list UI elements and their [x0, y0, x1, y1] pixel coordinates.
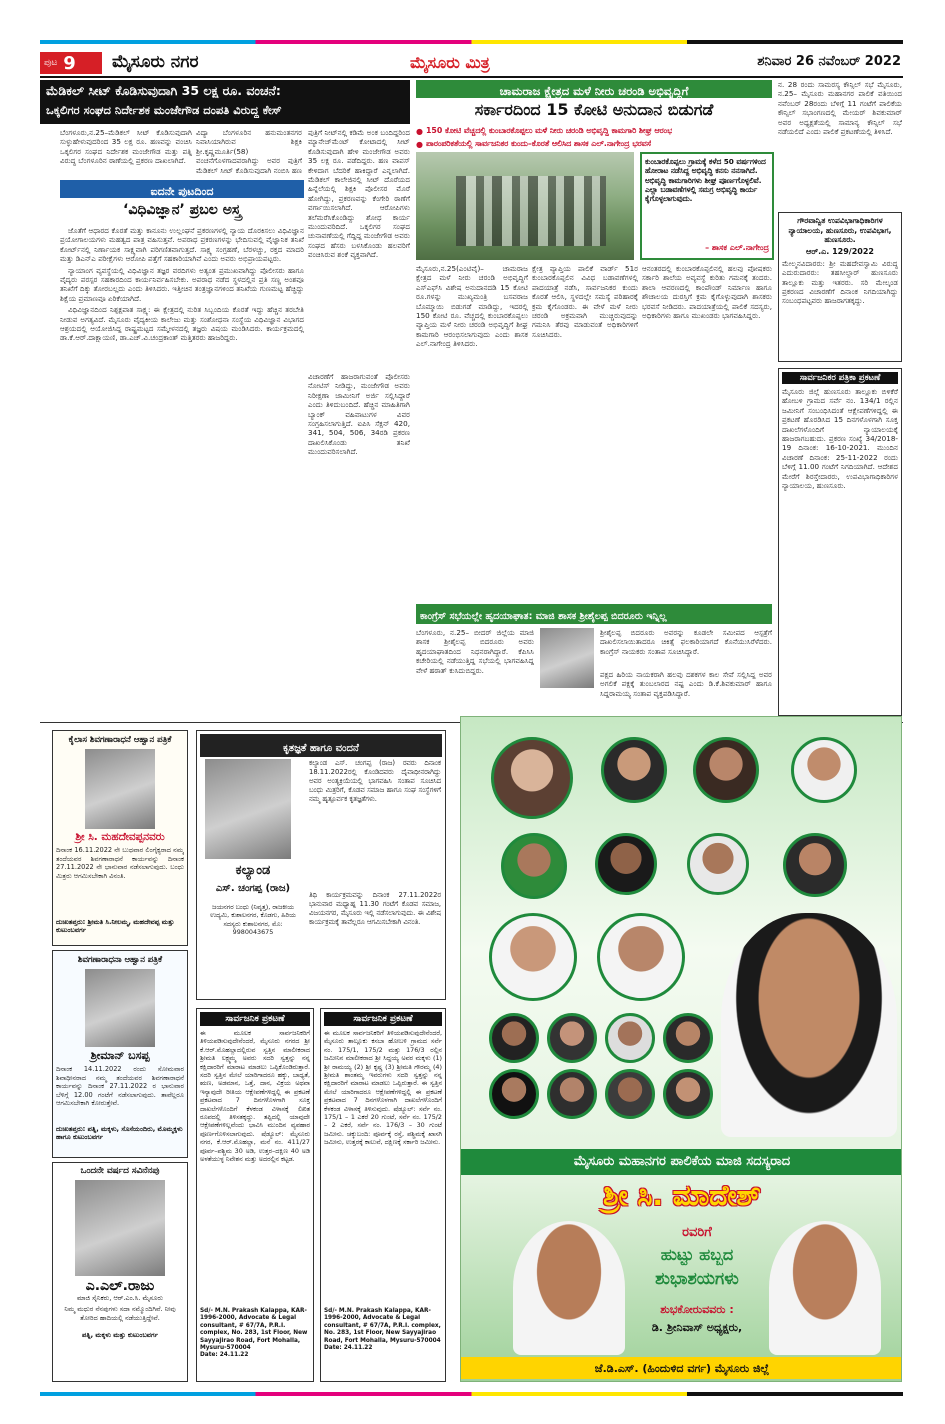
- obituary-2: [196, 730, 446, 1000]
- leader-portrait-12: [547, 1013, 597, 1063]
- obit1-name: ಶ್ರೀ ಸಿ. ಮಹದೇವಪ್ಪನವರು: [75, 831, 165, 843]
- public-notice-1-title: ಸಾರ್ವಜನಿಕ ಪ್ರಕಟಣೆ: [200, 1012, 310, 1026]
- obit3-name: ಶ್ರೀಮಾನ್ ಬಸಪ್ಪ: [90, 1049, 150, 1062]
- honoree-name: ಶ್ರೀ ಸಿ. ಮಾದೇಶ್: [603, 1179, 761, 1212]
- leader-portrait-6: [595, 833, 657, 895]
- story3-headline: ಕಾಂಗ್ರೆಸ್ ಸಭೆಯಲ್ಲೇ ಹೃದಯಾಘಾತ: ಮಾಜಿ ಶಾಸಕ ಶ್ರೀಶೈಲಪ್ಪ ಬಿದರೂರು ಇನ್ನಿಲ್ಲ: [420, 611, 667, 622]
- story2-body-3: ಆನಂತರದಲ್ಲಿ ಕುಂಬಾರಕೊಪ್ಪಲಿನಲ್ಲಿ ಹಲವು ಪೋಷಕರು ಸರ್ಕಾರಿ ಶಾಲೆಯ ಅವ್ಯವಸ್ಥೆ ಕುರಿತು ಗಮನಕ್ಕೆ ತಂದರು. ಶಾಲಾ ಆವರಣದಲ್ಲಿ ಕಾಂಪೌಂಡ್ ನಿರ್ಮಾಣ ಹಾಗೂ ಶೌಚಾಲಯ ದುರಸ್ತಿಗೆ ಕ್ರಮ ಕೈಗೊಳ್ಳುವುದಾಗಿ ಶಾಸಕರು ಭರವಸೆ ನೀಡಿದರು. ಪಾದಯಾತ್ರೆಯಲ್ಲಿ ಪಾಲಿಕೆ ಸದಸ್ಯರು, ಅಧಿಕಾರಿಗಳು ಹಾಗೂ ಮುಖಂಡರು ಭಾಗವಹಿಸಿದ್ದರು.: [642, 264, 772, 321]
- story1-col5: ವಿಚಾರಣೆಗೆ ಹಾಜರಾಗುವಂತೆ ಪೊಲೀಸರು ನೋಟಿಸ್ ನೀಡಿದ್ದು, ಮಂಜೇಗೌಡ ಅವರು ನಿರೀಕ್ಷಣಾ ಜಾಮೀನಿಗೆ ಅರ್ಜಿ ಸಲ್ಲಿಸಿದ್ದಾರೆ ಎಂದು ತಿಳಿದುಬಂದಿದೆ. ಹೆಚ್ಚಿನ ಮಾಹಿತಿಗಾಗಿ ಬ್ಯಾಂಕ್ ವಹಿವಾಟುಗಳ ವಿವರ ಸಂಗ್ರಹಿಸಲಾಗುತ್ತಿದೆ. ಐಪಿಸಿ ಸೆಕ್ಷನ್ 420, 341, 504, 506, 34ರಡಿ ಪ್ರಕರಣ ದಾಖಲಿಸಿಕೊಂಡು ತನಿಖೆ ಮುಂದುವರಿಸಲಾಗಿದೆ.: [308, 372, 410, 457]
- story2-headline: ಸರ್ಕಾರದಿಂದ 15 ಕೋಟಿ ಅನುದಾನ ಬಿಡುಗಡೆ: [474, 100, 714, 119]
- leader-portrait-2: [601, 737, 667, 803]
- public-notice-2-body: ಈ ಮೂಲಕ ಸಾರ್ವಜನಿಕರಿಗೆ ತಿಳಿಯಪಡಿಸುವುದೇನೆಂದರೆ, ಮೈಸೂರು ತಾಲ್ಲೂಕು ಕಸಬಾ ಹೋಬಳಿ ಗ್ರಾಮದ ಸರ್ವೆ ನಂ. 175/1, 175/2 ಮತ್ತು 176/3 ರಲ್ಲಿನ ಜಮೀನಿನ ಮಾಲೀಕರಾದ ಶ್ರೀ ಸಿದ್ದಯ್ಯ ಅವರ ಮಕ್ಕಳು (1) ಶ್ರೀ ರಾಮಯ್ಯ (2) ಶ್ರೀ ಕೃಷ್ಣ (3) ಶ್ರೀಮತಿ ಗೌರಮ್ಮ (4) ಶ್ರೀಮತಿ ಶಾಂತಮ್ಮ ಇವರುಗಳು ಸದರಿ ಸ್ವತ್ತನ್ನು ನನ್ನ ಕಕ್ಷಿದಾರರಿಗೆ ಮಾರಾಟ ಮಾಡಲು ಒಪ್ಪಿರುತ್ತಾರೆ. ಈ ಸ್ವತ್ತಿನ ಮೇಲೆ ಯಾರಿಗಾದರೂ ಆಕ್ಷೇಪಣೆಗಳಿದ್ದಲ್ಲಿ ಈ ಪ್ರಕಟಣೆ ಪ್ರಕಟವಾದ 7 ದಿನಗಳೊಳಗಾಗಿ ದಾಖಲೆಗಳೊಂದಿಗೆ ಕೆಳಕಂಡ ವಿಳಾಸಕ್ಕೆ ತಿಳಿಸುವುದು. ಷೆಡ್ಯೂಲ್: ಸರ್ವೆ ನಂ. 175/1 – 1 ಎಕರೆ 20 ಗುಂಟೆ, ಸರ್ವೆ ನಂ. 175/2 – 2 ಎಕರೆ, ಸರ್ವೆ ನಂ. 176/3 – 30 ಗುಂಟೆ ಜಮೀನು. ಚಕ್ಕುಬಂದಿ: ಪೂರ್ವಕ್ಕೆ ರಸ್ತೆ, ಪಶ್ಚಿಮಕ್ಕೆ ಖಾಸಗಿ ಜಮೀನು, ಉತ್ತರಕ್ಕೆ ಕಾಲುವೆ, ದಕ್ಷಿಣಕ್ಕೆ ಸರ್ಕಾರಿ ಜಮೀನು.: [324, 1029, 442, 1147]
- obit2-body: ಕಲ್ಯಾಂಡ ಎಸ್. ಚಂಗಪ್ಪ (ರಾಜ) ರವರು ದಿನಾಂಕ 18.11.2022ರಲ್ಲಿ ಕೊಂಡಿದವರು ದೈವಾಧೀನರಾಗಿದ್ದು ಅವರ ಅಂತ್ಯಕ್ರಿಯೆಯಲ್ಲಿ ಭಾಗವಹಿಸಿ ಸಂತಾಪ ಸೂಚಿಸಿದ ಬಂಧು ಮಿತ್ರರಿಗೆ, ಕೊಡವ ಸಮಾಜ ಹಾಗೂ ಸಂಘ ಸಂಸ್ಥೆಗಳಿಗೆ ನಮ್ಮ ಹೃತ್ಪೂರ್ವಕ ಕೃತಜ್ಞತೆಗಳು.: [309, 759, 441, 803]
- bullet-icon: ●: [416, 139, 423, 149]
- story1-col3: ವಿದ್ಯಾ ಬೆಂಗಳೂರಿನ ಹನುಮಂತನಗರ ನಿವಾಸಿಯಾಗಿರುವ ಶಿಕ್ಷಕಿ ಶ್ರೀ.ಕೃಷ್ಣಮೂರ್ತಿ(58) ವಂಚನೆಗೊಳಗಾದವರಾಗಿದ್ದು ಅವರ ಪುತ್ರಿಗೆ ಮೆಡಿಕಲ್ ಸೀಟ್ ಕೊಡಿಸುವುದಾಗಿ ನಂಬಿಸಿ ಹಣ: [196, 128, 302, 174]
- obit1-mourners: ದುಃಖತಪ್ತರು: ಶ್ರೀಮತಿ ಸಿ.ನೀಲಮ್ಮ, ಮಹದೇವಪ್ಪ ಮತ್ತು ಕುಟುಂಬವರ್ಗ: [56, 918, 175, 935]
- birthday-line-1: ಮೈಸೂರು ಮಹಾನಗರ ಪಾಲಿಕೆಯ ಮಾಜಿ ಸದಸ್ಯರಾದ: [573, 1154, 791, 1169]
- story3-body-2: ಶ್ರೀಶೈಲಪ್ಪ ಬಿದರೂರು ಅವರನ್ನು ಕೂಡಲೇ ಸಮೀಪದ ಆಸ್ಪತ್ರೆಗೆ ದಾಖಲಿಸಲಾಯಿತಾದರೂ ಚಿಕಿತ್ಸೆ ಫಲಕಾರಿಯಾಗದೆ ಕೊನೆಯುಸಿರೆಳೆದರು. ಕಾಂಗ್ರೆಸ್ ನಾಯಕರು ಸಂತಾಪ ಸೂಚಿಸಿದ್ದಾರೆ.: [600, 628, 772, 656]
- obit4-heading: ಒಂದನೇ ವರ್ಷದ ಸವಿನೆನಪು: [80, 1166, 160, 1176]
- story2-body-1: ಮೈಸೂರು,ನ.25(ಎಂಟಿವೈ)– ಚಾಮರಾಜ ಕ್ಷೇತ್ರದ ಮಳೆ ನೀರು ಚರಂಡಿ ಅಭಿವೃದ್ಧಿಗೆ ಎಸ್‌ಎಫ್‌ಸಿ ವಿಶೇಷ ಅನುದಾನದಡಿ 15 ಕೋಟಿ ರೂ.ಗಳನ್ನು ಮುಖ್ಯಮಂತ್ರಿ ಬಸವರಾಜ ಬೊಮ್ಮಾಯಿ ಬಿಡುಗಡೆ ಮಾಡಿದ್ದು, ಇದರಲ್ಲಿ 150 ಕೋಟಿ ರೂ. ವೆಚ್ಚದಲ್ಲಿ ಕುಂಬಾರಕೊಪ್ಪಲು ವ್ಯಾಪ್ತಿಯ ಮಳೆ ನೀರು ಚರಂಡಿ ಅಭಿವೃದ್ಧಿಗೆ ಶೀಘ್ರ ಕಾಮಗಾರಿ ಆರಂಭಿಸಲಾಗುವುದು ಎಂದು ಶಾಸಕ ಎಲ್.ನಾಗೇಂದ್ರ ತಿಳಿಸಿದರು.: [416, 264, 528, 349]
- story2-quote-author: – ಶಾಸಕ ಎಲ್.ನಾಗೇಂದ್ರ: [705, 243, 769, 252]
- public-notice-1-body: ಈ ಮೂಲಕ ಸಾರ್ವಜನಿಕರಿಗೆ ತಿಳಿಯಪಡಿಸುವುದೇನೆಂದರೆ, ಮೈಸೂರು ನಗರದ ಶ್ರೀ ಕೆ.ಆರ್.ಮೊಹಲ್ಲಾದಲ್ಲಿರುವ ಸ್ವತ್ತಿನ ಮಾಲೀಕರಾದ ಶ್ರೀಮತಿ ಲಕ್ಷ್ಮಮ್ಮ ಅವರು ಸದರಿ ಸ್ವತ್ತನ್ನು ನನ್ನ ಕಕ್ಷಿದಾರರಿಗೆ ಮಾರಾಟ ಮಾಡಲು ಒಪ್ಪಿಕೊಂಡಿರುತ್ತಾರೆ. ಸದರಿ ಸ್ವತ್ತಿನ ಮೇಲೆ ಯಾರಿಗಾದರೂ ಹಕ್ಕು, ಬಾಧ್ಯತೆ, ಋಣ, ಅಡಮಾನ, ಒತ್ತೆ, ದಾನ, ವಿಕ್ರಯ ಅಥವಾ ಇನ್ಯಾವುದೇ ರೀತಿಯ ಆಕ್ಷೇಪಣೆಗಳಿದ್ದಲ್ಲಿ ಈ ಪ್ರಕಟಣೆ ಪ್ರಕಟವಾದ 7 ದಿನಗಳೊಳಗಾಗಿ ಸೂಕ್ತ ದಾಖಲೆಗಳೊಂದಿಗೆ ಕೆಳಕಂಡ ವಿಳಾಸಕ್ಕೆ ಲಿಖಿತ ರೂಪದಲ್ಲಿ ತಿಳಿಸತಕ್ಕದ್ದು. ತಪ್ಪಿದಲ್ಲಿ ಯಾವುದೇ ಆಕ್ಷೇಪಣೆಗಳಿಲ್ಲವೆಂದು ಭಾವಿಸಿ ಮುಂದಿನ ವ್ಯವಹಾರ ಪೂರ್ಣಗೊಳಿಸಲಾಗುವುದು. ಷೆಡ್ಯೂಲ್: ಮೈಸೂರು ನಗರ, ಕೆ.ಆರ್.ಮೊಹಲ್ಲಾ, ಮನೆ ನಂ. 411/27 ಪೂರ್ವ–ಪಶ್ಚಿಮ 30 ಅಡಿ, ಉತ್ತರ–ದಕ್ಷಿಣ 40 ಅಡಿ ಅಳತೆಯುಳ್ಳ ನಿವೇಶನ ಮತ್ತು ಅದರಲ್ಲಿನ ಕಟ್ಟಡ.: [200, 1029, 310, 1164]
- leader-portrait-18: [663, 1069, 713, 1119]
- story2-kicker: ಚಾಮರಾಜ ಕ್ಷೇತ್ರದ ಮಳೆ ನೀರು ಚರಂಡಿ ಅಭಿವೃದ್ಧಿಗೆ: [499, 84, 689, 98]
- obit3-portrait: [85, 969, 155, 1047]
- obit2-heading: ಕೃತಜ್ಞತೆ ಹಾಗೂ ವಂದನೆ: [283, 743, 359, 754]
- obit1-portrait: [85, 749, 155, 829]
- obit2-portrait: [205, 759, 291, 859]
- birthday-banner: [461, 1149, 902, 1175]
- continued-para-3: ವಿಧಿವಿಜ್ಞಾನದಿಂದ ನಿಶ್ಪಕ್ಷಪಾತ ಸಾಕ್ಷ್ಯ: ಈ ಕ್ಷೇತ್ರದಲ್ಲಿ ನುರಿತ ಸಿಬ್ಬಂದಿಯ ಕೊರತೆ ಇದ್ದು ಹೆಚ್ಚಿನ ತರಬೇತಿ ನೀಡುವ ಅಗತ್ಯವಿದೆ. ಮೈಸೂರು ವೈದ್ಯಕೀಯ ಕಾಲೇಜು ಮತ್ತು ಸಂಶೋಧನಾ ಸಂಸ್ಥೆಯ ವಿಧಿವಿಜ್ಞಾನ ವಿಭಾಗದ ಆಶ್ರಯದಲ್ಲಿ ಆಯೋಜಿಸಿದ್ದ ರಾಷ್ಟ್ರಮಟ್ಟದ ಸಮ್ಮೇಳನದಲ್ಲಿ ತಜ್ಞರು ವಿಷಯ ಮಂಡಿಸಿದರು. ಕಾರ್ಯಕ್ರಮದಲ್ಲಿ ಡಾ.ಕೆ.ಆರ್.ದಾಕ್ಷಾಯಣಿ, ಡಾ.ಎಚ್.ವಿ.ಚಂದ್ರಕಾಂತ್ ಮತ್ತಿತರರು ಹಾಜರಿದ್ದರು.: [60, 305, 304, 343]
- leader-portrait-5: [501, 833, 567, 899]
- story1-headline-1: ಮೆಡಿಕಲ್ ಸೀಟ್ ಕೊಡಿಸುವುದಾಗಿ 35 ಲಕ್ಷ ರೂ. ವಂಚನೆ:: [46, 83, 281, 98]
- public-notice-1: [196, 1008, 314, 1382]
- obituary-4: [52, 1162, 188, 1382]
- public-notice-right-box: [778, 368, 902, 716]
- public-notice-right-title: ಸಾರ್ವಜನಿಕರ ಪತ್ರಿಕಾ ಪ್ರಕಟಣೆ: [782, 372, 898, 384]
- obit1-body: ದಿನಾಂಕ 16.11.2022 ನೇ ಬುಧವಾರ ಲಿಂಗೈಕ್ಯರಾದ ನಮ್ಮ ತಂದೆಯವರ ಶಿವಗಣಾರಾಧನೆ ಕಾರ್ಯವನ್ನು ದಿನಾಂಕ 27.11.2022 ನೇ ಭಾನುವಾರ ನಡೆಸಲಾಗುವುದು. ಬಂಧು ಮಿತ್ರರು ಆಗಮಿಸಬೇಕಾಗಿ ವಿನಂತಿ.: [56, 846, 184, 880]
- story2-quote: ಕುಂಬಾರಕೊಪ್ಪಲು ಗ್ರಾಮಕ್ಕೆ ಕಳೆದ 50 ವರ್ಷಗಳಿಂದ ಹೋರಾಟ ನಡೆಸಿದ್ದ ಅಭಿವೃದ್ಧಿ ಕನಸು ನನಸಾಗಿದೆ. ಅಭಿವೃದ್ಧಿ ಕಾಮಗಾರಿಗಳು ಶೀಘ್ರ ಪೂರ್ಣಗೊಳ್ಳಲಿವೆ. ಎಲ್ಲಾ ಬಡಾವಣೆಗಳಲ್ಲಿ ಸಮಗ್ರ ಅಭಿವೃದ್ಧಿ ಕಾರ್ಯ ಕೈಗೊಳ್ಳಲಾಗುವುದು.: [645, 157, 766, 204]
- obit4-body: ನಿಮ್ಮ ಮಧುರ ನೆನಪುಗಳು ಸದಾ ನಮ್ಮೊಂದಿಗಿವೆ. ನೀವು ತೋರಿದ ಹಾದಿಯಲ್ಲಿ ನಡೆಯುತ್ತಿದ್ದೇವೆ.: [64, 1305, 176, 1322]
- obit4-portrait: [75, 1180, 165, 1276]
- leader-portrait-8: [783, 833, 847, 897]
- court-notice-title: ಗೌರವಾನ್ವಿತ ಉಪವಿಭಾಗಾಧಿಕಾರಿಗಳ ನ್ಯಾಯಾಲಯ, ಹುಣಸೂರು, ಉಪವಿಭಾಗ, ಹುಣಸೂರು.: [788, 216, 892, 245]
- top-color-strip: [40, 40, 903, 44]
- people-group-image: [456, 176, 606, 246]
- wisher-name: ಡಿ. ಶ್ರೀನಿವಾಸ್ ಅಧ್ಯಕ್ಷರು,: [651, 1321, 743, 1334]
- public-notice-1-date: Date: 24.11.22: [200, 1352, 249, 1359]
- issue-date: ಶನಿವಾರ 26 ನವೆಂಬರ್ 2022: [757, 54, 901, 69]
- leader-portrait-3: [693, 737, 759, 803]
- obit1-heading: ಕೈಲಾಸ ಶಿವಗಣಾರಾಧನೆ ಆಹ್ವಾನ ಪತ್ರಿಕೆ: [68, 734, 172, 744]
- public-notice-2: [320, 1008, 446, 1382]
- leader-portrait-13: [605, 1013, 655, 1063]
- page-label: ಪುಟ: [44, 58, 58, 68]
- wisher-org-bar: [461, 1357, 902, 1379]
- story2-bullet-2: ಪಾರಂಪರಿಕತೆಯಲ್ಲಿ ಸಾರ್ವಜನಿಕರ ಕುಂದು–ಕೊರತೆ ಆಲಿಸಿದ ಶಾಸಕ ಎಲ್.ನಾಗೇಂದ್ರ ಭರವಸೆ: [425, 139, 652, 148]
- leader-portrait-16: [547, 1069, 597, 1119]
- story1-col4: ಪುತ್ರಿಗೆ ನೀಟ್‌ನಲ್ಲಿ ಕಡಿಮೆ ಅಂಕ ಬಂದಿದ್ದರಿಂದ ಮ್ಯಾನೇಜ್‌ಮೆಂಟ್ ಕೋಟಾದಲ್ಲಿ ಸೀಟ್ ಕೊಡಿಸುವುದಾಗಿ ಹೇಳಿ ಮಂಜೇಗೌಡ ಅವರು 35 ಲಕ್ಷ ರೂ. ಪಡೆದಿದ್ದರು. ಹಣ ವಾಪಸ್ ಕೇಳಿದಾಗ ಬೆದರಿಕೆ ಹಾಕಿದ್ದಾರೆ ಎನ್ನಲಾಗಿದೆ. ಮೆಡಿಕಲ್ ಕಾಲೇಜಿನಲ್ಲಿ ಸೀಟ್ ದೊರೆಯದ ಹಿನ್ನೆಲೆಯಲ್ಲಿ ಶಿಕ್ಷಕಿ ಪೊಲೀಸರ ಮೊರೆ ಹೋಗಿದ್ದು, ಪ್ರಕರಣವನ್ನು ಕೆಂಗೇರಿ ಠಾಣೆಗೆ ವರ್ಗಾಯಿಸಲಾಗಿದೆ. ಆರೋಪಿಗಳು ತಲೆಮರೆಸಿಕೊಂಡಿದ್ದು ಶೋಧ ಕಾರ್ಯ ಮುಂದುವರಿದಿದೆ. ಒಕ್ಕಲಿಗರ ಸಂಘದ ಚುನಾವಣೆಯಲ್ಲಿ ಗೆದ್ದಿದ್ದ ಮಂಜೇಗೌಡ ಅವರು ಸಂಘದ ಹೆಸರು ಬಳಸಿಕೊಂಡು ಹಲವರಿಗೆ ವಂಚಿಸಿರುವ ಶಂಕೆ ವ್ಯಕ್ತವಾಗಿದೆ.: [308, 128, 410, 260]
- paper-name: ಮೈಸೂರು ಮಿತ್ರ: [410, 53, 490, 72]
- birthday-line-3: ಹುಟ್ಟು ಹಬ್ಬದ: [660, 1245, 734, 1264]
- obit2-details: ಜಯನಗರ ಬಂಧು (ನಿವೃತ್ತ), ರಾಜಕೀಯ ಉದ್ಯಮಿ, ಕುಶಾಲನಗರ, ಕೊಡಗು, ಹಿರಿಯ ಸದಸ್ಯರು ಕುಶಾಲನಗರ, ಮೊ: 9980043675: [210, 903, 296, 937]
- story3-headline-bar: [416, 604, 772, 624]
- leader-portrait-17: [605, 1069, 655, 1119]
- leader-portrait-14: [663, 1013, 713, 1063]
- public-notice-2-title: ಸಾರ್ವಜನಿಕ ಪ್ರಕಟಣೆ: [324, 1012, 442, 1026]
- leader-portrait-9: [489, 913, 577, 1001]
- story2-kicker-box: [416, 80, 772, 98]
- court-notice-body: ಮೇಲ್ಮನವಿದಾರರು: ಶ್ರೀ ಮಹದೇವಸ್ವಾಮಿ ವಿರುದ್ಧ ಎದುರುದಾರರು: ತಹಸೀಲ್ದಾರ್ ಹುಣಸೂರು ತಾಲ್ಲೂಕು ಮತ್ತು ಇತರರು. ಸರಿ ಮೇಲ್ಕಂಡ ಪ್ರಕರಣದ ವಿಚಾರಣೆಗೆ ದಿನಾಂಕ ನಿಗದಿಯಾಗಿದ್ದು ಸಂಬಂಧಪಟ್ಟವರು ಹಾಜರಾಗತಕ್ಕದ್ದು.: [782, 258, 898, 306]
- obit3-mourners: ದುಃಖತಪ್ತರು: ಪತ್ನಿ, ಮಕ್ಕಳು, ಸೊಸೆಯಂದಿರು, ಮೊಮ್ಮಕ್ಕಳು ಹಾಗೂ ಕುಟುಂಬವರ್ಗ: [56, 1125, 183, 1142]
- page-number-box: [40, 52, 102, 74]
- leader-portrait-15: [489, 1069, 539, 1119]
- obit2-heading-bar: [200, 734, 442, 757]
- story3-body-3: ಪಕ್ಷದ ಹಿರಿಯ ನಾಯಕರಾಗಿ ಹಲವು ದಶಕಗಳ ಕಾಲ ಸೇವೆ ಸಲ್ಲಿಸಿದ್ದ ಅವರ ಅಗಲಿಕೆ ಪಕ್ಷಕ್ಕೆ ತುಂಬಲಾರದ ನಷ್ಟ ಎಂದು ಡಿ.ಕೆ.ಶಿವಕುಮಾರ್ ಹಾಗೂ ಸಿದ್ದರಾಮಯ್ಯ ಸಂತಾಪ ವ್ಯಕ್ತಪಡಿಸಿದ್ದಾರೆ.: [600, 670, 772, 698]
- court-notice-box: [778, 212, 902, 362]
- continued-para-2: ನ್ಯಾಯಾಂಗ ವ್ಯವಸ್ಥೆಯಲ್ಲಿ ವಿಧಿವಿಜ್ಞಾನ ತಜ್ಞರ ವರದಿಗಳು ಅತ್ಯಂತ ಪ್ರಮುಖವಾಗಿದ್ದು ಪೊಲೀಸರು ಹಾಗೂ ವೈದ್ಯರು ಪರಸ್ಪರ ಸಹಕಾರದಿಂದ ಕಾರ್ಯನಿರ್ವಹಿಸಬೇಕು. ಅಪರಾಧ ನಡೆದ ಸ್ಥಳದಲ್ಲಿನ ಪ್ರತಿ ಸಣ್ಣ ಅಂಶವೂ ತನಿಖೆಗೆ ದಿಕ್ಕು ತೋರಬಲ್ಲದು ಎಂದು ತಿಳಿಸಿದರು. ಇತ್ತೀಚಿನ ತಂತ್ರಜ್ಞಾನಗಳಿಂದ ತನಿಖೆಯ ಗುಣಮಟ್ಟ ಹೆಚ್ಚಿದ್ದು ಶಿಕ್ಷೆಯ ಪ್ರಮಾಣವೂ ಏರಿಕೆಯಾಗಿದೆ.: [60, 265, 304, 303]
- leader-portrait-4: [791, 737, 857, 803]
- wisher-org: ಜೆ.ಡಿ.ಎಸ್. (ಹಿಂದುಳಿದ ವರ್ಗ) ಮೈಸೂರು ಜಿಲ್ಲೆ: [594, 1362, 770, 1375]
- obit3-body: ದಿನಾಂಕ 14.11.2022 ರಂದು ಸೋಮವಾರ ಶಿವಾಧೀನರಾದ ನಮ್ಮ ತಂದೆಯವರ ಶಿವಗಣಾರಾಧನೆ ಕಾರ್ಯವನ್ನು ದಿನಾಂಕ 27.11.2022 ರ ಭಾನುವಾರ ಬೆಳಿಗ್ಗೆ 12.00 ಗಂಟೆಗೆ ನಡೆಸಲಾಗುವುದು. ತಾವೆಲ್ಲರೂ ಆಗಮಿಸಬೇಕಾಗಿ ಕೋರುತ್ತೇವೆ.: [56, 1065, 184, 1108]
- public-notice-1-signature: Sd/- M.N. Prakash Kalappa, KAR-1996-2000, Advocate & Legal consultant, # 67/7A, P.R.I. complex, No. 283, 1st Floor, New Sayyajirao Road, Fort Mohalla, Mysuru-570004: [200, 1308, 308, 1352]
- wisher-label: ಶುಭಕೋರುವವರು :: [660, 1303, 734, 1316]
- obit2-name-1: ಕಲ್ಯಾಂಡ: [235, 863, 271, 878]
- masthead: [40, 48, 903, 78]
- page-number: 9: [63, 52, 76, 74]
- continued-body: [60, 226, 304, 716]
- obit4-sub: ಮಾಜಿ ಸೈನಿಕರು, ಆರ್.ಎಂ.ಸಿ. ಮೈಸೂರು: [77, 1294, 163, 1302]
- bottom-color-strip: [40, 1392, 903, 1396]
- obit4-name: ಎ.ಎಲ್.ರಾಜು: [85, 1278, 155, 1294]
- continued-label-box: [60, 180, 304, 198]
- story1-lead: ಬೆಂಗಳೂರು,ನ.25–ಮೆಡಿಕಲ್ ಸೀಟ್ ಕೊಡಿಸುವುದಾಗಿ ಸುಳ್ಳುಹೇಳುವುದರಿಂದ 35 ಲಕ್ಷ ರೂ. ಹಣವನ್ನು ವಂಚಿಸಿ ಒಕ್ಕಲಿಗರ ಸಂಘದ ನಿರ್ದೇಶಕ ಮಂಜೇಗೌಡ ಮತ್ತು ಪತ್ನಿ ವಿರುದ್ಧ ಬೆಂಗಳೂರಿನ ಠಾಣೆಯಲ್ಲಿ ಪ್ರಕರಣ ದಾಖಲಾಗಿದೆ.: [60, 128, 192, 166]
- birthday-ad: [460, 716, 902, 1382]
- leader-portrait-10: [597, 913, 685, 1001]
- story2-quote-box: [640, 152, 774, 260]
- honoree-main-portrait: [721, 913, 897, 1137]
- obit2-body-2: ತಿಥಿ ಕಾರ್ಯಕ್ರಮವನ್ನು ದಿನಾಂಕ 27.11.2022ರ ಭಾನುವಾರ ಮಧ್ಯಾಹ್ನ 11.30 ಗಂಟೆಗೆ ಕೊಡವ ಸಮಾಜ, ವಿಜಯನಗರ, ಮೈಸೂರು ಇಲ್ಲಿ ನಡೆಸಲಾಗುವುದು. ಈ ವಿಶೇಷ ಕಾರ್ಯಕ್ರಮಕ್ಕೆ ತಾವೆಲ್ಲರೂ ಆಗಮಿಸಬೇಕಾಗಿ ವಿನಂತಿ.: [309, 891, 441, 926]
- story2-photo: [416, 152, 634, 260]
- story2-bullets: [416, 126, 772, 149]
- obit3-heading: ಶಿವಗಣಾರಾಧನಾ ಆಹ್ವಾನ ಪತ್ರಿಕೆ: [77, 954, 163, 964]
- leader-portrait-7: [687, 833, 749, 895]
- continued-para-1: ಜೊತೆಗೆ ಆಧಾರದ ಕೊರತೆ ಮತ್ತು ಕಾನೂನು ಉಲ್ಲಂಘನೆ ಪ್ರಕರಣಗಳಲ್ಲಿ ನ್ಯಾಯ ದೊರಕಿಸಲು ವಿಧಿವಿಜ್ಞಾನ ಪ್ರಯೋಗಾಲಯಗಳು ಮಹತ್ವದ ಪಾತ್ರ ವಹಿಸುತ್ತವೆ. ಅಪರಾಧ ಪ್ರಕರಣಗಳನ್ನು ಭೇದಿಸುವಲ್ಲಿ ವೈಜ್ಞಾನಿಕ ತನಿಖೆ ಕೋರ್ಟ್‌ನಲ್ಲಿ ನಿರ್ಣಾಯಕ ಸಾಕ್ಷ್ಯವಾಗಿ ಪರಿಗಣಿತವಾಗುತ್ತದೆ. ಸಾಕ್ಷ್ಯ ಸಂಗ್ರಹಣೆ, ಬೆರಳಚ್ಚು, ರಕ್ತದ ಮಾದರಿ ಮತ್ತು ಡಿಎನ್‌ಎ ಪರೀಕ್ಷೆಗಳು ಆರೋಪಿ ಪತ್ತೆಗೆ ಸಹಕಾರಿಯಾಗಿವೆ ಎಂದು ಅವರು ಅಭಿಪ್ರಾಯಪಟ್ಟರು.: [60, 226, 304, 264]
- obituary-1: [52, 730, 188, 946]
- story3-portrait: [540, 628, 594, 688]
- story1-headline-bar: [40, 80, 410, 124]
- court-notice-case: ಆರ್.ಎ. 129/2022: [806, 246, 874, 256]
- obituary-3: [52, 950, 188, 1158]
- obit2-name-2: ಎಸ್. ಚಂಗಪ್ಪ (ರಾಜ): [215, 883, 291, 894]
- birthday-line-2: ರವರಿಗೆ: [682, 1225, 712, 1240]
- story1-headline-2: ಒಕ್ಕಲಿಗರ ಸಂಘದ ನಿರ್ದೇಶಕ ಮಂಜೇಗೌಡ ದಂಪತಿ ವಿರುದ್ಧ ಕೇಸ್: [46, 103, 282, 117]
- section-title: ಮೈಸೂರು ನಗರ: [112, 52, 199, 72]
- birthday-line-4: ಶುಭಾಶಯಗಳು: [655, 1269, 739, 1289]
- continued-label: ಐದನೇ ಪುಟದಿಂದ: [150, 185, 214, 198]
- continued-headline: ‘ವಿಧಿವಿಜ್ಞಾನ’ ಪ್ರಬಲ ಅಸ್ತ್ರ: [123, 202, 241, 218]
- obit4-mourners: ಪತ್ನಿ, ಮಕ್ಕಳು ಮತ್ತು ಕುಟುಂಬವರ್ಗ: [81, 1331, 159, 1339]
- public-notice-right-body: ಮೈಸೂರು ಜಿಲ್ಲೆ ಹುಣಸೂರು ತಾಲ್ಲೂಕು ಬಿಳಿಕೆರೆ ಹೋಬಳಿ ಗ್ರಾಮದ ಸರ್ವೆ ನಂ. 134/1 ರಲ್ಲಿನ ಜಮೀನಿಗೆ ಸಂಬಂಧಿಸಿದಂತೆ ಆಕ್ಷೇಪಣೆಗಳಿದ್ದಲ್ಲಿ ಈ ಪ್ರಕಟಣೆ ಹೊರಡಿಸಿದ 15 ದಿನಗಳೊಳಗಾಗಿ ಸೂಕ್ತ ದಾಖಲೆಗಳೊಂದಿಗೆ ನ್ಯಾಯಾಲಯಕ್ಕೆ ಹಾಜರಾಗಬಹುದು. ಪ್ರಕರಣ ಸಂಖ್ಯೆ 34/2018-19 ದಿನಾಂಕ: 16-10-2021. ಮುಂದಿನ ವಿಚಾರಣೆ ದಿನಾಂಕ: 25-11-2022 ರಂದು ಬೆಳಿಗ್ಗೆ 11.00 ಗಂಟೆಗೆ ನಿಗದಿಯಾಗಿದೆ. ಆದೇಶದ ಮೇರೆಗೆ ಶಿರಸ್ತೇದಾರರು, ಉಪವಿಭಾಗಾಧಿಕಾರಿಗಳ ನ್ಯಾಯಾಲಯ, ಹುಣಸೂರು.: [782, 387, 898, 491]
- leader-portrait-1: [491, 737, 573, 819]
- public-notice-2-signature: Sd/- M.N. Prakash Kalappa, KAR-1996-2000, Advocate & Legal consultant, # 67/7A, P.R.I. complex, No. 283, 1st Floor, New Sayyajirao Road, Fort Mohalla, Mysuru-570004: [324, 1308, 441, 1344]
- bullet-icon: ●: [416, 126, 423, 136]
- council-notice: ನ. 28 ರಂದು ಸಾಮರಸ್ಯ ಕೌನ್ಸಿಲ್ ಸಭೆ ಮೈಸೂರು, ನ.25– ಮೈಸೂರು ಮಹಾನಗರ ಪಾಲಿಕೆ ವತಿಯಿಂದ ನವೆಂಬರ್ 28ರಂದು ಬೆಳಿಗ್ಗೆ 11 ಗಂಟೆಗೆ ಪಾಲಿಕೆಯ ಕೌನ್ಸಿಲ್ ಸಭಾಂಗಣದಲ್ಲಿ ಮೇಯರ್ ಶಿವಕುಮಾರ್ ಅವರ ಅಧ್ಯಕ್ಷತೆಯಲ್ಲಿ ಸಾಮಾನ್ಯ ಕೌನ್ಸಿಲ್ ಸಭೆ ನಡೆಯಲಿದೆ ಎಂದು ಪಾಲಿಕೆ ಪ್ರಕಟಣೆಯಲ್ಲಿ ತಿಳಿಸಿದೆ.: [778, 80, 902, 137]
- story2-body-2: ಕ್ಷೇತ್ರ ವ್ಯಾಪ್ತಿಯ ಪಾಲಿಕೆ ವಾರ್ಡ್ 51ರ ಕುಂಬಾರಕೊಪ್ಪಲಿನ ವಿವಿಧ ಬಡಾವಣೆಗಳಲ್ಲಿ ಪಾದಯಾತ್ರೆ ನಡೆಸಿ, ಸಾರ್ವಜನಿಕರ ಕುಂದು ಕೊರತೆ ಆಲಿಸಿ, ಸ್ಥಳದಲ್ಲೇ ಸಮಸ್ಯೆ ಪರಿಹಾರಕ್ಕೆ ಕ್ರಮ ಕೈಗೊಂಡರು. ಈ ವೇಳೆ ಮಳೆ ನೀರು ಚರಂಡಿ ಅಕ್ರಮವಾಗಿ ಮುಚ್ಚಿರುವುದನ್ನು ಗಮನಿಸಿ ತೆರವು ಮಾಡುವಂತೆ ಅಧಿಕಾರಿಗಳಿಗೆ ಸೂಚಿಸಿದರು.: [532, 264, 638, 339]
- story3-body-1: ಬೆಂಗಳೂರು, ನ.25– ಬೀದರ್ ಜಿಲ್ಲೆಯ ಮಾಜಿ ಶಾಸಕ ಶ್ರೀಶೈಲಪ್ಪ ಬಿದರೂರು ಅವರು ಹೃದಯಾಘಾತದಿಂದ ನಿಧನರಾಗಿದ್ದಾರೆ. ಕೆಪಿಸಿಸಿ ಕಚೇರಿಯಲ್ಲಿ ನಡೆಯುತ್ತಿದ್ದ ಸಭೆಯಲ್ಲಿ ಭಾಗವಹಿಸಿದ್ದ ವೇಳೆ ಹಠಾತ್ ಕುಸಿದುಬಿದ್ದರು.: [416, 628, 534, 675]
- leader-portrait-11: [489, 1013, 539, 1063]
- public-notice-2-date: Date: 24.11.22: [324, 1345, 373, 1352]
- story2-bullet-1: 150 ಕೋಟಿ ವೆಚ್ಚದಲ್ಲಿ ಕುಂಬಾರಕೊಪ್ಪಲು ಮಳೆ ನೀರು ಚರಂಡಿ ಅಭಿವೃದ್ಧಿ ಕಾಮಗಾರಿ ಶೀಘ್ರ ಆರಂಭ: [425, 126, 673, 135]
